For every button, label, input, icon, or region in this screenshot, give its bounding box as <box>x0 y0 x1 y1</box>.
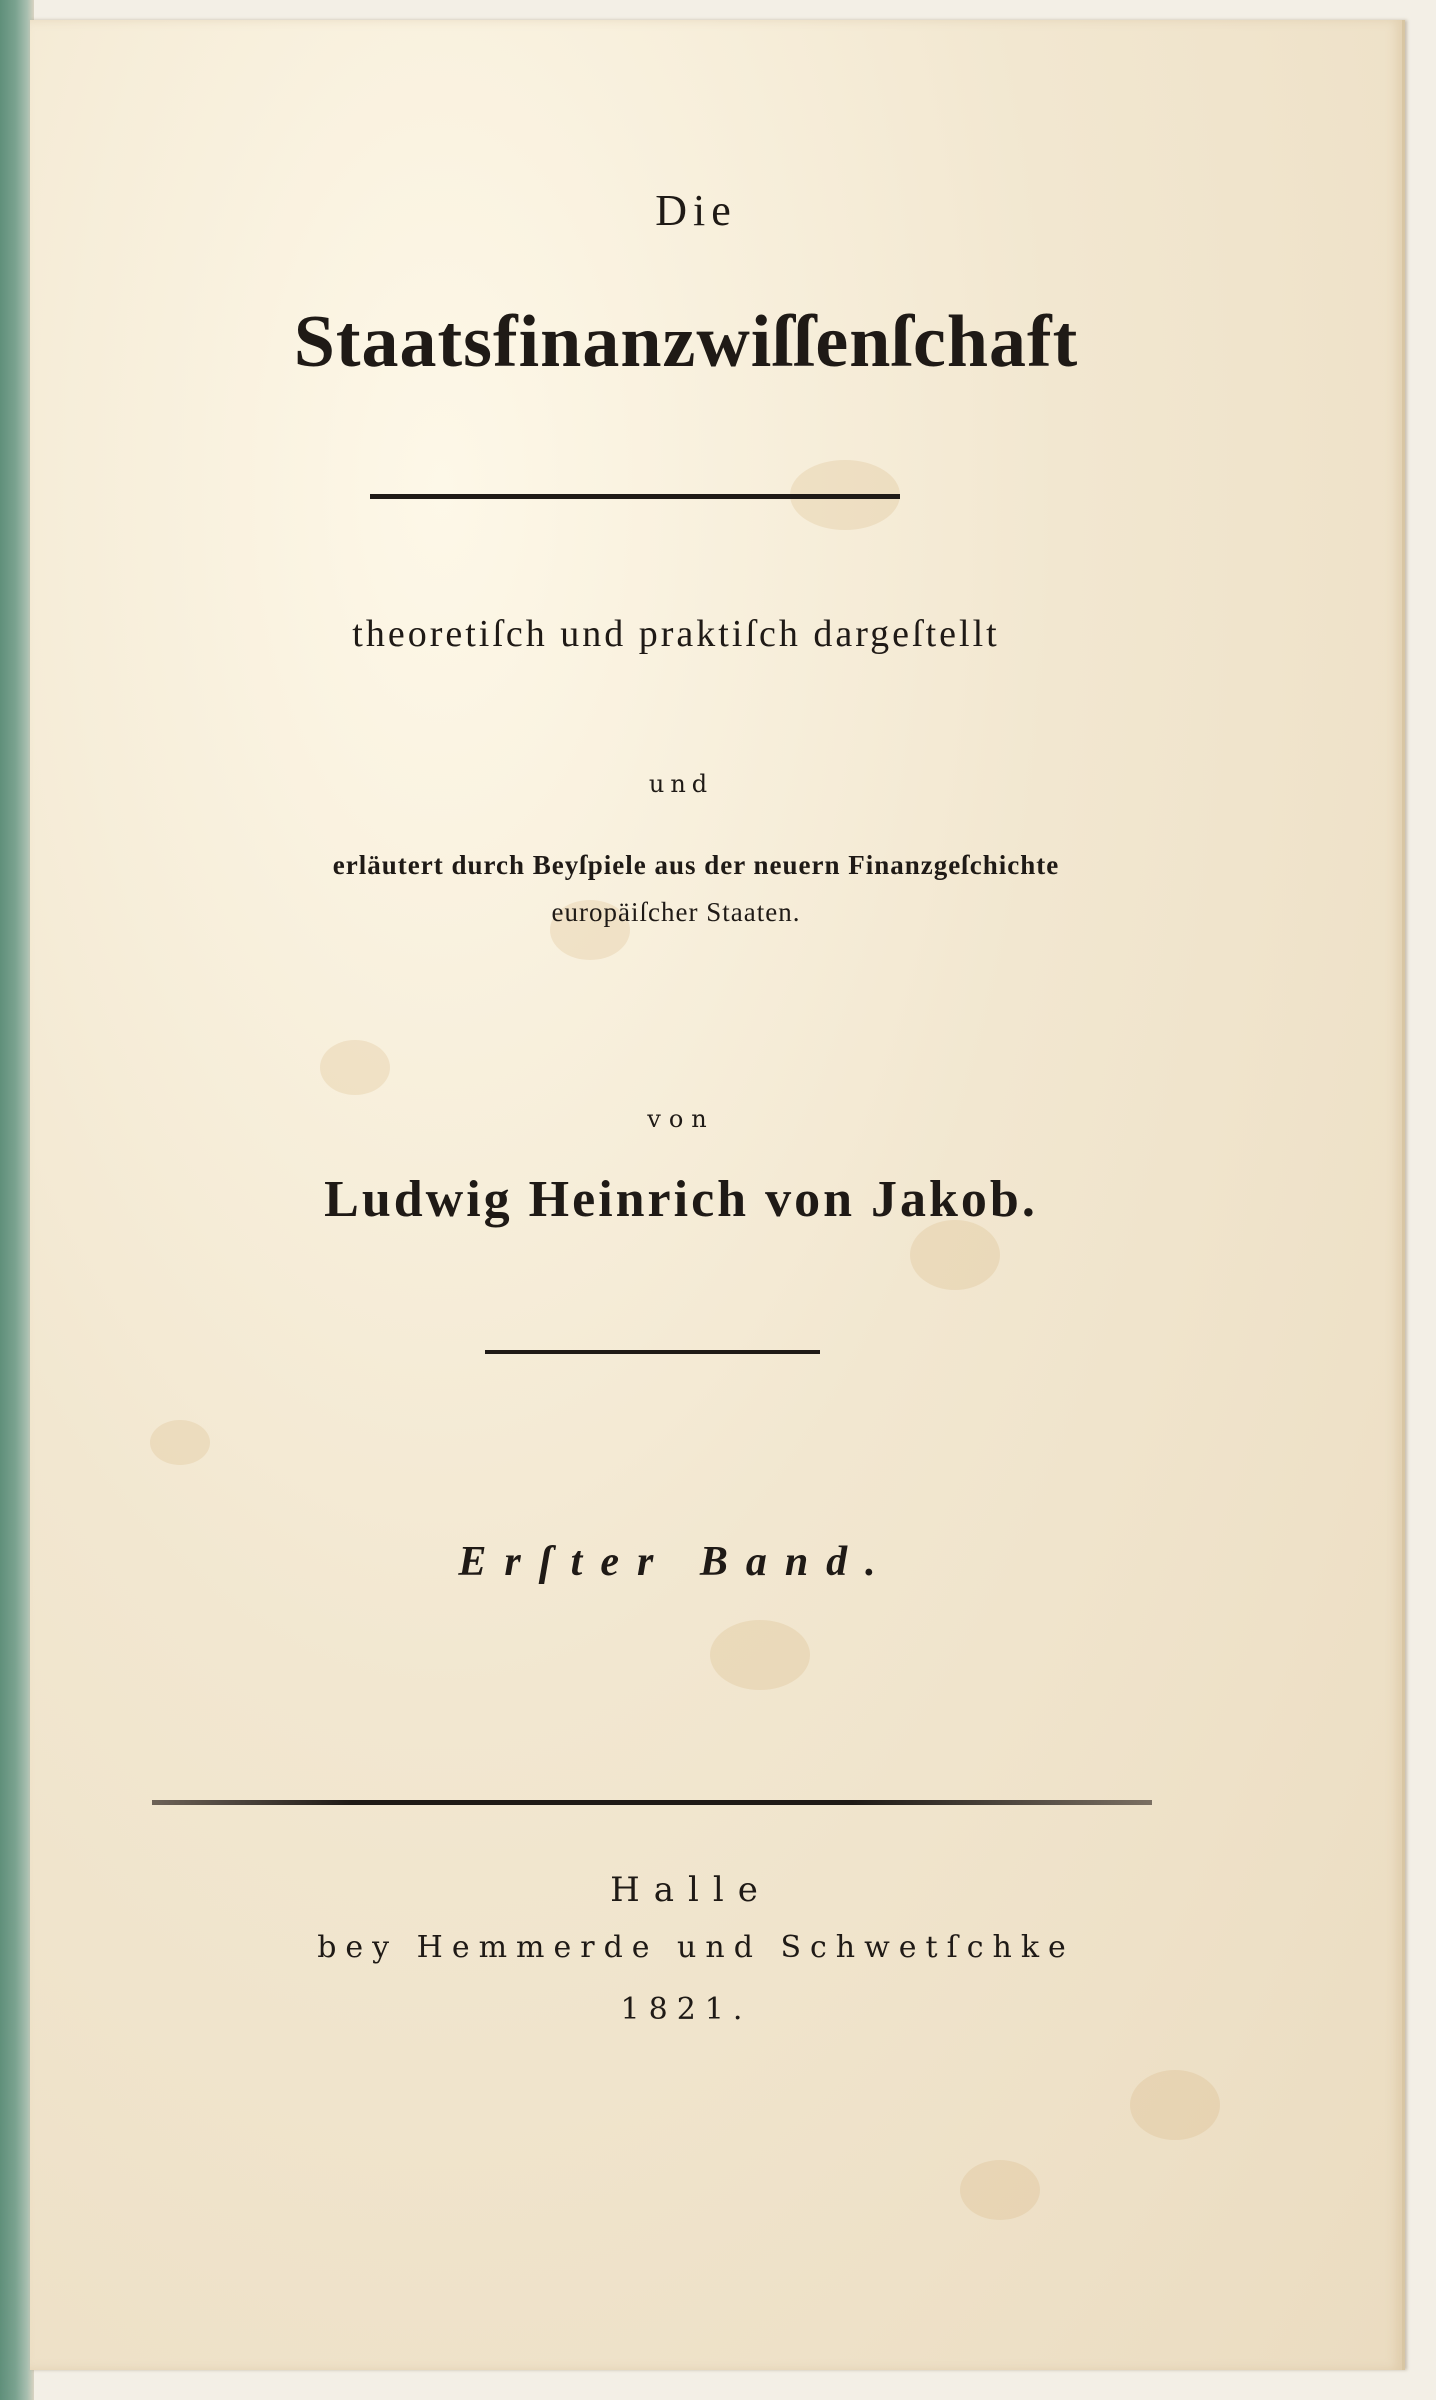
page-title: Staatsfinanzwiſſenſchaft <box>293 301 1079 383</box>
title-article: Die <box>655 186 737 235</box>
title-page <box>30 20 1405 2370</box>
imprint-year: 1821. <box>620 1992 752 2027</box>
subtitle: theoretiſch und praktiſch dargeſtellt <box>352 613 1000 655</box>
conjunction-text: und <box>648 770 714 798</box>
foxing-stain <box>960 2160 1040 2220</box>
description-line-1: erläutert durch Beyſpiele aus der neuern Finanzgeſchichte <box>332 850 1060 880</box>
author-rule <box>485 1350 820 1354</box>
foxing-stain <box>320 1040 390 1095</box>
foxing-stain <box>1130 2070 1220 2140</box>
author-name: Ludwig Heinrich von Jakob. <box>324 1171 1038 1228</box>
imprint-rule <box>152 1800 1152 1805</box>
volume-label: Erſter Band. <box>458 1539 894 1585</box>
foxing-stain <box>910 1220 1000 1290</box>
foxing-stain <box>150 1420 210 1465</box>
title-rule <box>370 494 900 499</box>
foxing-stain <box>710 1620 810 1690</box>
by-text: von <box>647 1105 715 1133</box>
description-line-2: europäiſcher Staaten. <box>551 897 801 927</box>
imprint-publisher: bey Hemmerde und Schwetſchke <box>317 1930 1075 1965</box>
imprint-place: Halle <box>610 1870 772 1910</box>
